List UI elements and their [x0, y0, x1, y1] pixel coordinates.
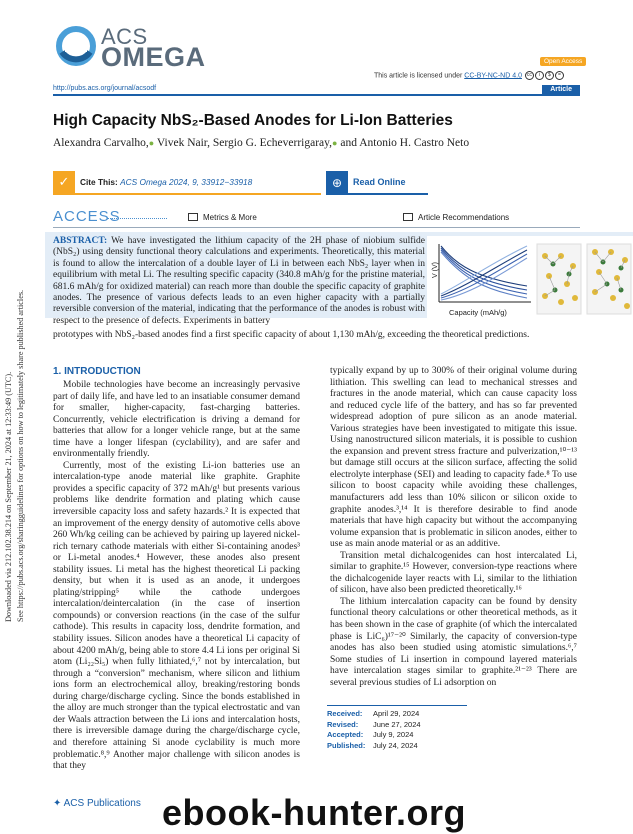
intro-paragraph-2: Currently, most of the existing Li-ion batteries use an intercalation-type anode material like graphite. Graphite provides a specific capacity of 372 mAh/g¹ but presents various problems like dendrite formation and plating which cause irreversible capacity loss and safety hazards.² It is expected that an improvement of the energy density of automotive cells above 260 Wh/kg ceiling can be achieved by pairing up layered nickel-rich ternary cathode materials with either Si-containing anodes³ or Li-metal anodes.⁴ However, these anodes also present stability issues. Li metal has the highest theoretical Li packing density, but when it is used as an anode, it undergoes plating/stripping⁵ while the cathode undergoes intercalation/deintercalation (in the case of insertion compounds) or conversion reactions (in the case of the sulfur cathode). This results in capacity loss, dendrite formation, and stability issues. Silicon anodes have a theoretical Li capacity of about 4200 mAh/g, being able to store 4.4 Li ions per original Si atom (Li₂₂Si₅) when fully lithiated,⁶,⁷ not by intercalation, but through a “conversion” mechanism, where silicon and lithium ions form an electrochemical alloy, breaking/restoring bonds during charge/discharge cycling. Since the bonds established in the alloy are much stronger than the typical electrostatic and van der Waals attraction between the Li ions and intercalation hosts, there is irreversible damage during the charge/discharge cycle, and therefore attaining Si anode cyclability is much more problematic.⁸,⁹ Another major challenge with silicon anodes is that they	[53, 460, 300, 772]
recommendations-button[interactable]	[403, 213, 509, 222]
site-watermark: ebook-hunter.org	[162, 792, 466, 833]
read-online-label: Read Online	[353, 177, 406, 187]
journal-logo[interactable]	[56, 24, 216, 72]
nc-icon: $	[545, 71, 554, 80]
article-title: High Capacity NbS₂-Based Anodes for Li-Ion Batteries	[53, 112, 453, 129]
publisher-label: ACS Publications	[63, 798, 141, 809]
access-bar	[53, 208, 580, 228]
date-received: Received: April 29, 2024	[327, 709, 420, 718]
license-line	[374, 71, 564, 80]
section-heading-introduction: 1. INTRODUCTION	[53, 366, 141, 377]
access-label: ACCESS	[53, 208, 121, 225]
cc-icon: cc	[526, 72, 532, 78]
acs-omega-logo-icon	[56, 26, 96, 66]
nd-icon: =	[555, 71, 564, 80]
abstract-label: ABSTRACT:	[53, 236, 108, 246]
journal-url-link[interactable]: http://pubs.acs.org/journal/acsodf	[53, 85, 157, 92]
intro-paragraph-1: Mobile technologies have become an increasingly pervasive part of daily life, and have led to an insatiable consumer demand for smaller, higher-capacity, fast-charging batteries. Concurrently, vehicle electrification is driving a demand for batteries that allow for a longer vehicle range, but at the same time have a longer lifespan (cyclability), and are safer and environmentally friendly.	[53, 380, 300, 460]
cite-ref: ACS Omega 2024, 9, 33912−33918	[120, 177, 253, 187]
date-published: Published: July 24, 2024	[327, 740, 418, 750]
orcid-icon[interactable]: ●	[332, 138, 338, 148]
date-accepted: Accepted: July 9, 2024	[327, 730, 414, 739]
article-type-badge: Article	[542, 85, 580, 95]
logo-omega-text: OMEGA	[101, 42, 206, 72]
recommendations-label: Article Recommendations	[418, 213, 510, 222]
quote-icon: ✓	[53, 171, 75, 195]
author-4[interactable]: and Antonio H. Castro Neto	[337, 137, 470, 149]
citation-text	[80, 177, 252, 187]
cite-label: Cite This:	[80, 177, 118, 187]
orcid-icon[interactable]: ●	[148, 138, 155, 148]
toc-ylabel: V (V)	[432, 262, 439, 278]
cite-underline	[75, 193, 321, 195]
intro-paragraph-5: The lithium intercalation capacity can be found by density functional theory calculations or other theoretical methods, as it has been shown in the case of graphite (of which the intercalated phase is LiC₆)¹⁷⁻²⁰ Similarly, the capacity of conversion-type anodes has also been studied using atomistic simulations.⁶,⁷ Some studies of Li insertion in compound layered materials have intercalation stages similar to graphite.²¹⁻²³ There are several previous studies of Li adsorption on	[330, 596, 577, 688]
journal-url-bar	[53, 85, 580, 96]
capacity-voltage-graphic	[427, 236, 633, 322]
read-online-button[interactable]	[326, 171, 580, 195]
intro-left-column	[53, 380, 300, 773]
metrics-button[interactable]	[188, 213, 257, 222]
intro-right-column	[330, 366, 577, 689]
author-1[interactable]: Alexandra Carvalho,	[53, 137, 149, 149]
globe-icon: ⊕	[326, 171, 348, 195]
cite-this-box[interactable]	[53, 171, 321, 195]
metrics-label: Metrics & More	[203, 213, 257, 222]
open-access-badge: Open Access	[540, 57, 586, 66]
acs-publications-logo[interactable]: ✦ ACS Publications	[53, 798, 141, 809]
read-underline	[348, 193, 428, 195]
logo-acs-text: ACS	[101, 24, 148, 49]
author-2-3[interactable]: Vivek Nair, Sergio G. Echeverrigaray,	[154, 137, 333, 149]
crystal-structure-icon	[537, 244, 631, 314]
license-link[interactable]: CC-BY-NC-ND 4.0	[464, 72, 522, 80]
bar-chart-icon	[188, 213, 198, 221]
author-list	[53, 137, 469, 149]
abstract-text	[53, 236, 425, 327]
toc-xlabel: Capacity (mAh/g)	[449, 308, 507, 317]
by-icon: i	[535, 71, 544, 80]
access-divider	[107, 218, 167, 219]
intro-paragraph-4: Transition metal dichalcogenides can host intercalated Li, similar to graphite.¹⁵ However, conversion-type reactions where the dichalcogenide layer reacts with Li, similar to the lithiation of silicon, have also been predicted theoretically.¹⁶	[330, 550, 577, 596]
abstract-tail: prototypes with NbS₂-based anodes find a first specific capacity of about 1,130 mAh/g, exceeding the theoretical predictions.	[53, 330, 530, 340]
date-revised: Revised: June 27, 2024	[327, 719, 421, 729]
publication-dates	[327, 705, 467, 751]
download-notice-line1: Downloaded via 212.102.38.214 on September 21, 2024 at 12:33:49 (UTC).	[4, 371, 13, 622]
intro-paragraph-3: typically expand by up to 300% of their original volume during lithiation. This swelling can lead to mechanical stresses and fractures in the anode material, which can cause capacity loss and reduced cycle life of the battery, and has so far prevented widespread adoption of pure silicon as an anode material. Various strategies have been investigated to mitigate this issue. Using nanostructured silicon materials, it is possible to cushion the expansion and prevent stress fracture and pulverization,¹⁰⁻¹³ but damage still occurs at the silicon surface, affecting the solid electrolyte interphase (SEI) and leading to capacity fade.⁸ To use silicon to boost capacity while avoiding these challenges, manufacturers add less than 10% silicon or silicon oxide to graphite anodes.³,¹⁴ It is therefore desirable to find anode materials that have high capacity but without the accompanying volume expansion that is problematic in silicon anodes, either to use as main anode material or as an additive.	[330, 366, 577, 550]
download-notice	[2, 250, 32, 622]
toc-graphic	[427, 236, 633, 322]
download-notice-line2: See https://pubs.acs.org/sharingguidelines for options on how to legitimately share published articles.	[16, 289, 25, 622]
license-prefix: This article is licensed under	[374, 72, 465, 80]
document-icon	[403, 213, 413, 221]
abstract-body: We have investigated the lithium capacity of the 2H phase of niobium sulfide (NbS₂) using density functional theory calculations and experiments. Theoretically, this material is found to allow the intercalation of a double layer of Li in between each NbS₂ layer when in equilibrium with metal Li. The resulting specific capacity (340.8 mAh/g for the pristine material, 681.6 mAh/g for oxidized material) can reach more than double the specific capacity of graphite anodes. The presence of various defects leads to an even higher capacity with a partially reversible conversion of the material, indicating that the performance of the anodes is robust with respect to the presence of defects. Experiments in battery	[53, 236, 425, 326]
